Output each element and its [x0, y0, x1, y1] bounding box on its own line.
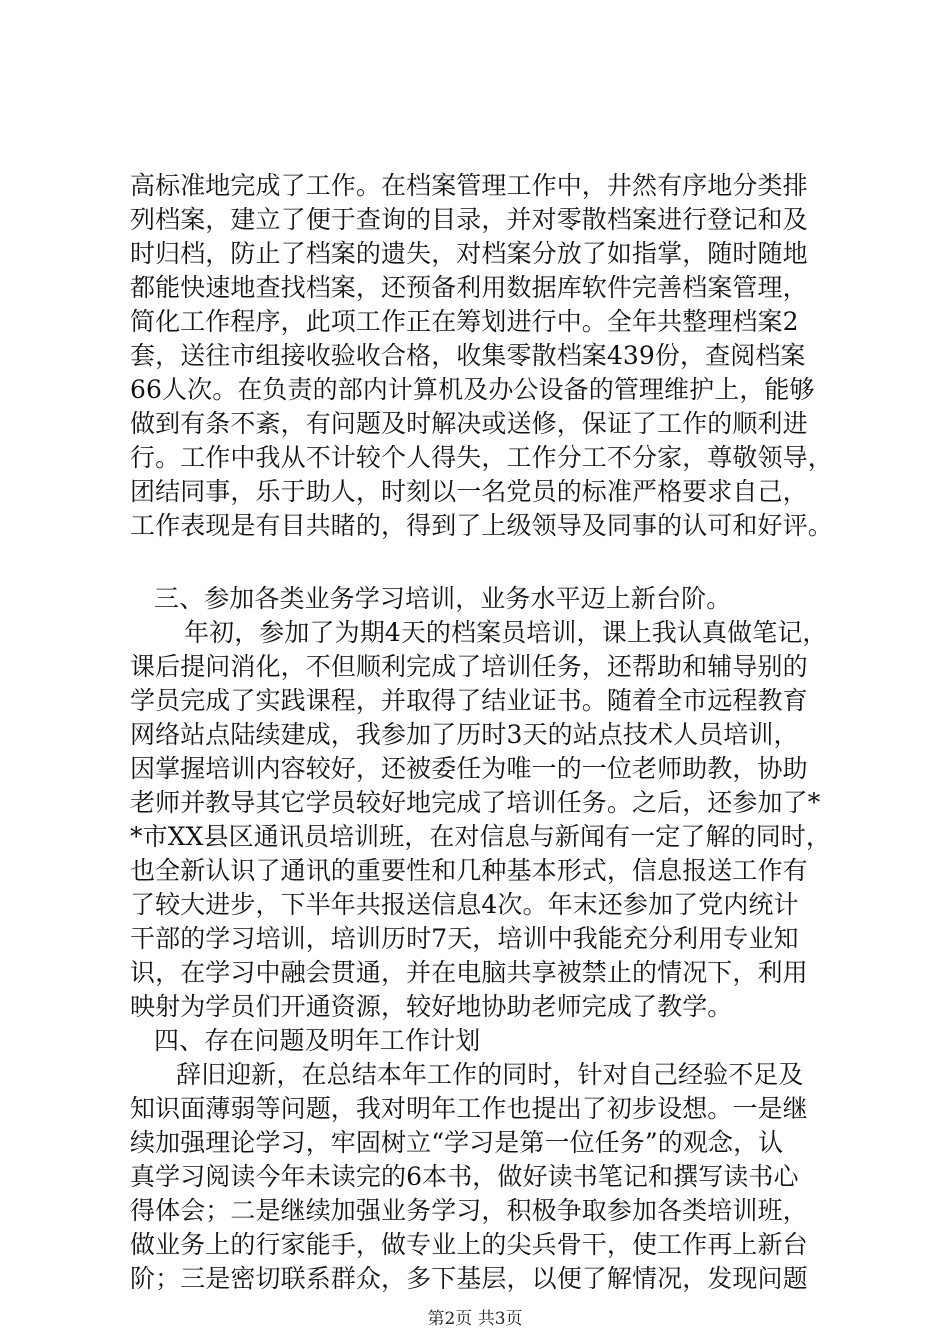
body-text-line: 都能快速地查找档案，还预备利用数据库软件完善档案管理， [130, 273, 808, 302]
page-number-footer: 第2页 共3页 [427, 1309, 523, 1329]
body-text-line: 列档案，建立了便于查询的目录，并对零散档案进行登记和及 [130, 205, 808, 234]
body-text-line: *市XX县区通讯员培训班，在对信息与新闻有一定了解的同时， [130, 822, 831, 851]
body-text-line: 续加强理论学习，牢固树立“学习是第一位任务”的观念，认 [130, 1128, 784, 1157]
body-text-line: 识，在学习中融会贯通，并在电脑共享被禁止的情况下，利用 [130, 958, 808, 987]
body-text-line: 也全新认识了通讯的重要性和几种基本形式，信息报送工作有 [130, 856, 808, 885]
body-text-line: 了较大进步，下半年共报送信息4次。年末还参加了党内统计 [130, 890, 799, 919]
body-text-line: 干部的学习培训，培训历时7天，培训中我能充分利用专业知 [130, 924, 799, 953]
section-heading: 三、参加各类业务学习培训，业务水平迈上新台阶。 [154, 584, 732, 613]
body-text-line: 网络站点陆续建成，我参加了历时3天的站点技术人员培训， [130, 720, 799, 749]
body-text-line: 知识面薄弱等问题，我对明年工作也提出了初步设想。一是继 [130, 1094, 808, 1123]
section-heading: 四、存在问题及明年工作计划 [154, 1026, 481, 1055]
body-text-line: 课后提问消化，不但顺利完成了培训任务，还帮助和辅导别的 [130, 652, 808, 681]
body-text-line: 得体会；二是继续加强业务学习，积极争取参加各类培训班， [130, 1196, 808, 1225]
body-text-line: 高标准地完成了工作。在档案管理工作中，井然有序地分类排 [130, 171, 808, 200]
body-text-line: 工作表现是有目共睹的，得到了上级领导及同事的认可和好评。 [130, 511, 833, 540]
body-text-line: 做到有条不紊，有问题及时解决或送修，保证了工作的顺利进 [130, 409, 808, 438]
body-text-line: 行。工作中我从不计较个人得失，工作分工不分家，尊敬领导， [130, 443, 833, 472]
body-text-line: 66人次。在负责的部内计算机及办公设备的管理维护上，能够 [130, 375, 815, 404]
body-text-line: 套，送往市组接收验收合格，收集零散档案439份，查阅档案 [130, 341, 806, 370]
body-text-line: 辞旧迎新，在总结本年工作的同时，针对自己经验不足及 [176, 1060, 804, 1089]
body-text-line: 做业务上的行家能手，做专业上的尖兵骨干，使工作再上新台 [130, 1230, 808, 1259]
body-text-line: 学员完成了实践课程，并取得了结业证书。随着全市远程教育 [130, 686, 808, 715]
body-text-line: 真学习阅读今年未读完的6本书，做好读书笔记和撰写读书心 [130, 1162, 799, 1191]
body-text-line: 团结同事，乐于助人，时刻以一名党员的标准严格要求自己， [130, 477, 808, 506]
body-text-line: 年初，参加了为期4天的档案员培训，课上我认真做笔记， [184, 618, 828, 647]
body-text-line: 简化工作程序，此项工作正在筹划进行中。全年共整理档案2 [130, 307, 799, 336]
body-text-line: 因掌握培训内容较好，还被委任为唯一的一位老师助教，协助 [130, 754, 808, 783]
body-text-line: 阶；三是密切联系群众，多下基层，以便了解情况，发现问题 [130, 1264, 808, 1293]
body-text-line: 老师并教导其它学员较好地完成了培训任务。之后，还参加了* [130, 788, 821, 817]
body-text-line: 时归档，防止了档案的遗失，对档案分放了如指掌，随时随地 [130, 239, 808, 268]
body-text-line: 映射为学员们开通资源，较好地协助老师完成了教学。 [130, 992, 733, 1021]
